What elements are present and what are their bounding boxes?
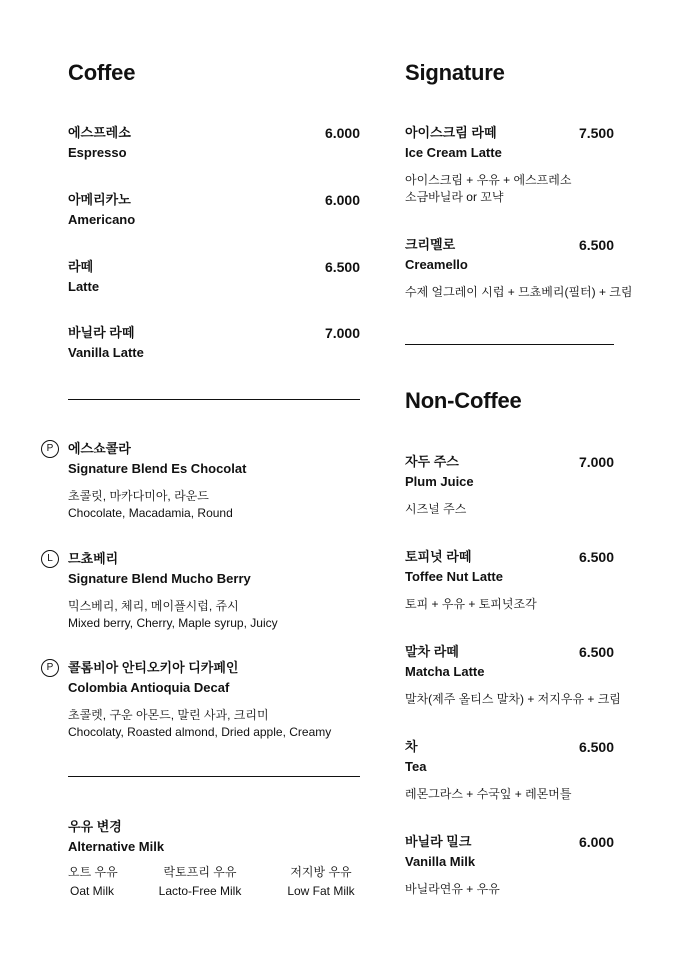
signature-section-title: Signature [405, 60, 505, 85]
menu-item-americano[interactable] [68, 191, 360, 229]
item-notes-en: Mixed berry, Cherry, Maple syrup, Juicy [68, 616, 278, 630]
item-price: 7.500 [578, 125, 614, 141]
menu-item-toffee-nut-latte[interactable] [405, 548, 614, 613]
item-price: 6.000 [324, 192, 360, 208]
item-desc: 수제 얼그레이 시럽 + 므쵸베리(필터) + 크림 [405, 285, 633, 299]
item-price: 6.500 [324, 259, 360, 275]
menu-item-vanilla-latte[interactable] [68, 324, 360, 362]
roast-badge: L [41, 550, 59, 568]
menu-item-matcha-latte[interactable] [405, 643, 621, 708]
item-name-ko: 콜롬비아 안티오키아 디카페인 [68, 660, 239, 675]
divider [68, 399, 360, 400]
milk-option-ko: 오트 우유 [68, 865, 118, 879]
menu-item-ice-cream-latte[interactable] [405, 124, 614, 206]
item-name-ko: 차 [405, 739, 418, 754]
item-notes-ko: 초콜렛, 구운 아몬드, 말린 사과, 크리미 [68, 708, 269, 722]
item-name-ko: 라떼 [68, 259, 94, 274]
noncoffee-section-title: Non-Coffee [405, 388, 522, 413]
milk-option-en: Oat Milk [69, 884, 114, 898]
milk-option-low-fat[interactable] [282, 863, 360, 900]
item-notes-ko: 초콜릿, 마카다미아, 라운드 [68, 489, 209, 503]
menu-item-plum-juice[interactable] [405, 453, 614, 518]
item-name-ko: 토피넛 라떼 [405, 549, 472, 564]
milk-option-en: Lacto-Free Milk [158, 884, 242, 898]
menu-item-creamello[interactable] [405, 236, 633, 301]
item-name-en: Colombia Antioquia Decaf [68, 680, 230, 695]
item-name-en: Matcha Latte [405, 664, 485, 679]
divider [68, 776, 360, 777]
milk-option-lacto-free[interactable] [152, 863, 248, 900]
item-desc: 토피 + 우유 + 토피넛조각 [405, 597, 537, 611]
bean-item-es-chocolat[interactable] [46, 440, 360, 522]
coffee-section-title: Coffee [68, 60, 136, 85]
item-price: 6.000 [578, 834, 614, 850]
item-name-en: Plum Juice [405, 474, 474, 489]
item-desc: 바닐라연유 + 우유 [405, 882, 500, 896]
milk-option-section [68, 818, 360, 856]
roast-badge: P [41, 440, 59, 458]
item-name-en: Latte [68, 279, 100, 294]
item-name-ko: 크리멜로 [405, 237, 456, 252]
menu-item-tea[interactable] [405, 738, 614, 803]
item-name-en: Vanilla Milk [405, 854, 476, 869]
item-price: 7.000 [578, 454, 614, 470]
bean-item-colombia-decaf[interactable] [46, 659, 360, 741]
item-price: 6.500 [578, 644, 614, 660]
item-name-ko: 에스프레소 [68, 125, 131, 140]
milk-option-ko: 저지방 우유 [290, 865, 352, 879]
item-desc: 레몬그라스 + 수국잎 + 레몬머틀 [405, 787, 572, 801]
item-name-en: Signature Blend Mucho Berry [68, 571, 251, 586]
item-price: 7.000 [324, 325, 360, 341]
item-name-en: Ice Cream Latte [405, 145, 502, 160]
item-name-en: Creamello [405, 257, 468, 272]
item-name-ko: 아이스크림 라떼 [405, 125, 497, 140]
roast-badge: P [41, 659, 59, 677]
menu-item-espresso[interactable] [68, 124, 360, 162]
menu-item-latte[interactable] [68, 258, 360, 296]
item-desc: 아이스크림 + 우유 + 에스프레소 [405, 173, 572, 187]
item-name-ko: 에스쇼콜라 [68, 441, 131, 456]
item-name-ko: 바닐라 라떼 [68, 325, 135, 340]
item-notes-ko: 믹스베리, 체리, 메이플시럽, 쥬시 [68, 599, 239, 613]
milk-option-ko: 락토프리 우유 [163, 865, 237, 879]
item-name-ko: 바닐라 밀크 [405, 834, 472, 849]
item-price: 6.500 [578, 549, 614, 565]
milk-title-en: Alternative Milk [68, 839, 165, 854]
milk-option-oat[interactable] [68, 863, 116, 900]
item-name-ko: 말차 라떼 [405, 644, 459, 659]
item-desc: 말차(제주 올티스 말차) + 저지우유 + 크림 [405, 692, 621, 706]
item-name-en: Vanilla Latte [68, 345, 144, 360]
item-name-en: Toffee Nut Latte [405, 569, 503, 584]
item-desc: 시즈널 주스 [405, 502, 467, 516]
item-price: 6.500 [578, 739, 614, 755]
item-desc: 소금바닐라 or 꼬냑 [405, 190, 504, 204]
item-name-en: Signature Blend Es Chocolat [68, 461, 247, 476]
item-price: 6.500 [578, 237, 614, 253]
item-name-ko: 아메리카노 [68, 192, 131, 207]
item-name-en: Americano [68, 212, 136, 227]
item-name-ko: 므쵸베리 [68, 551, 119, 566]
item-name-en: Tea [405, 759, 427, 774]
divider [405, 344, 614, 345]
item-notes-en: Chocolaty, Roasted almond, Dried apple, Creamy [68, 725, 332, 739]
milk-title-ko: 우유 변경 [68, 819, 122, 834]
milk-option-en: Low Fat Milk [287, 884, 355, 898]
bean-item-mucho-berry[interactable] [47, 550, 360, 632]
item-name-en: Espresso [68, 145, 127, 160]
item-price: 6.000 [324, 125, 360, 141]
item-notes-en: Chocolate, Macadamia, Round [68, 506, 233, 520]
menu-item-vanilla-milk[interactable] [405, 833, 614, 898]
item-name-ko: 자두 주스 [405, 454, 459, 469]
